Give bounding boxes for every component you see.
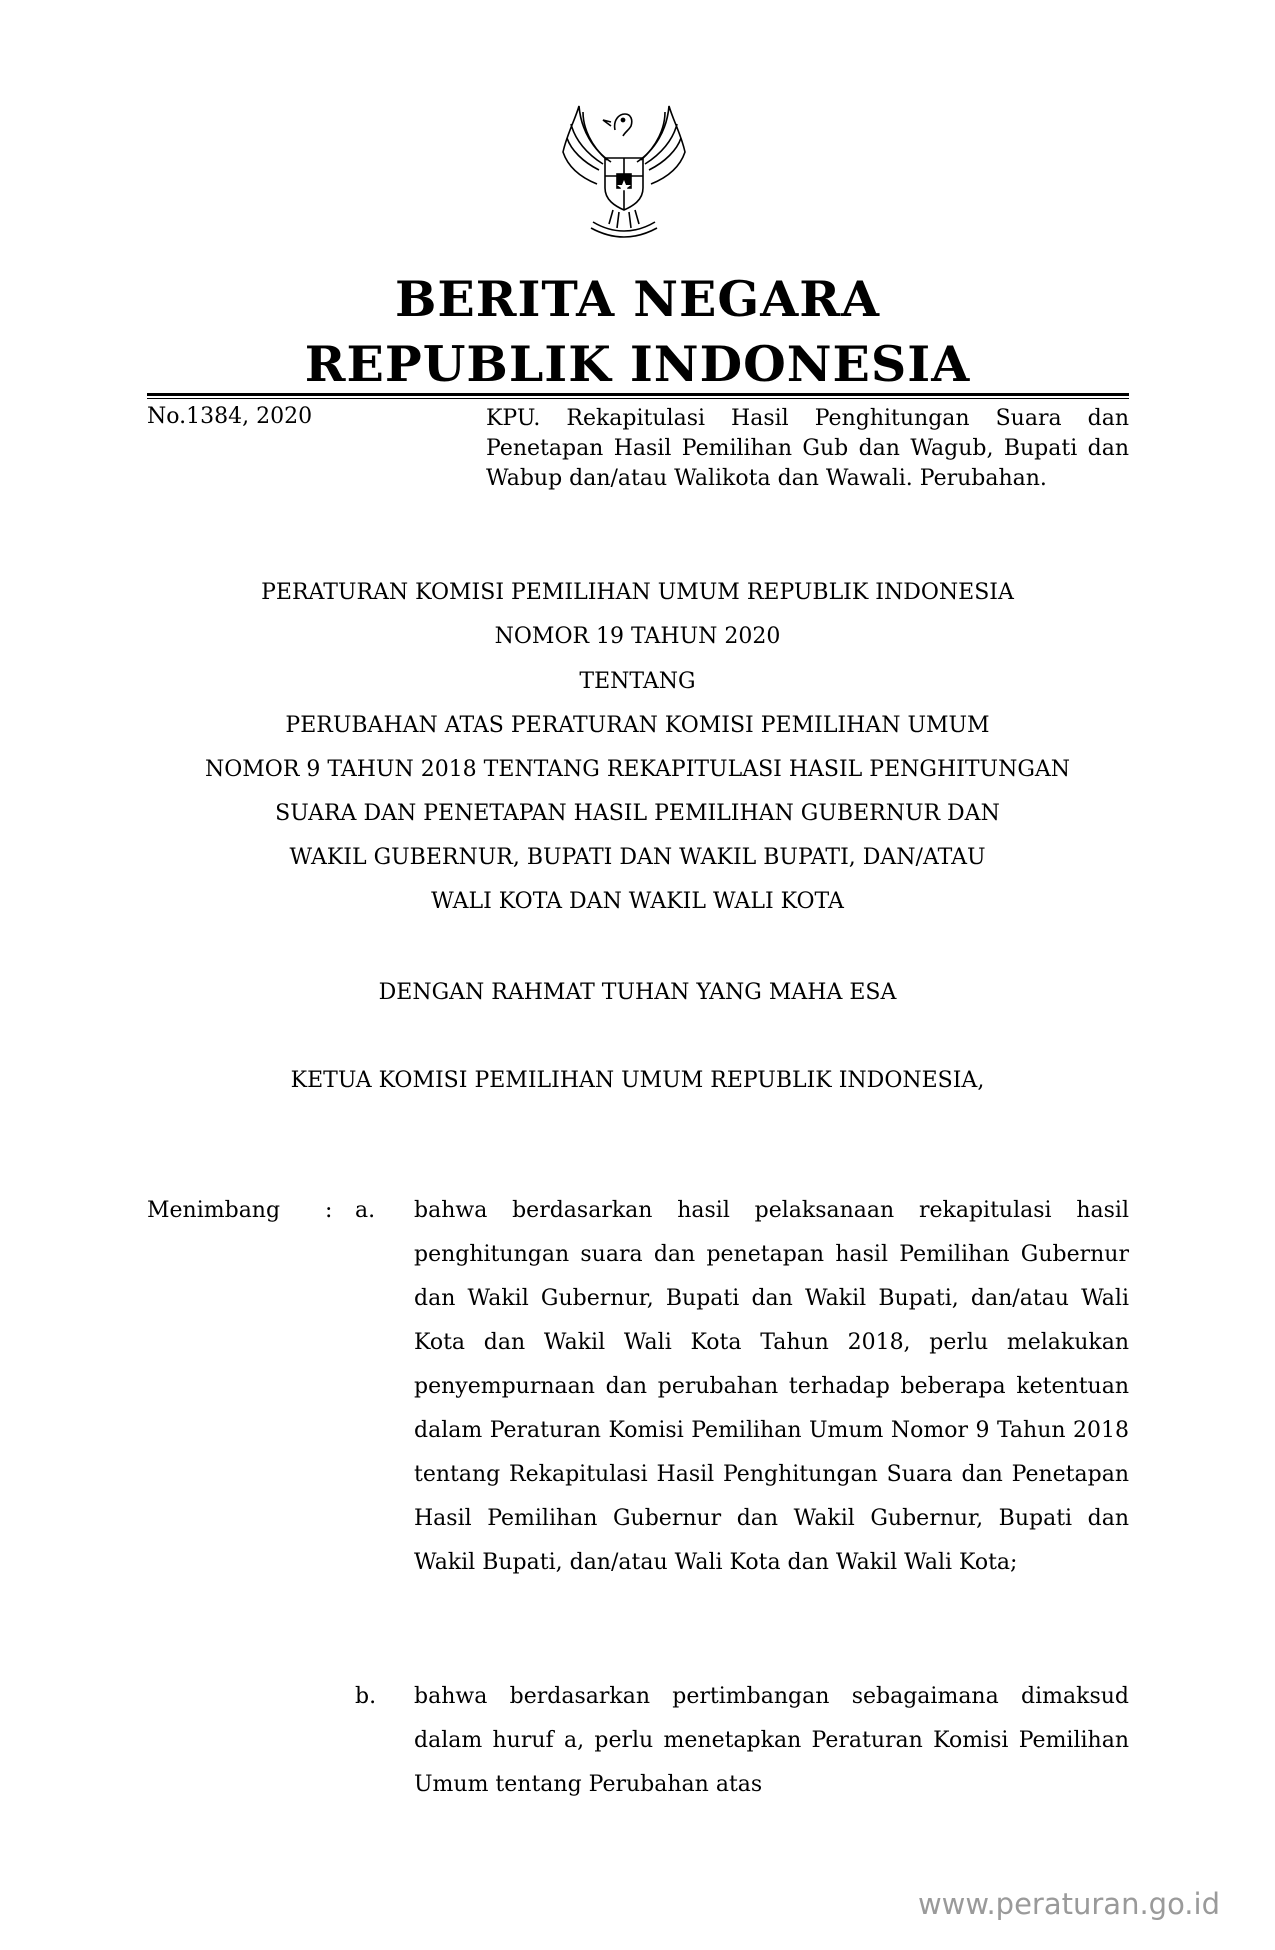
garuda-emblem-icon [553, 100, 695, 245]
header-rule-thick [147, 393, 1129, 396]
masthead-title-line2: REPUBLIK INDONESIA [304, 335, 971, 393]
menimbang-label: Menimbang [147, 1198, 281, 1223]
regulation-title-line: SUARA DAN PENETAPAN HASIL PEMILIHAN GUBERNUR DAN [275, 801, 1000, 826]
issuer: KETUA KOMISI PEMILIHAN UMUM REPUBLIK INDONESIA, [290, 1068, 985, 1093]
regulation-title-line: WAKIL GUBERNUR, BUPATI DAN WAKIL BUPATI, DAN/ATAU [289, 845, 986, 870]
regulation-number: NOMOR 19 TAHUN 2020 [494, 624, 781, 649]
regulation-heading: PERATURAN KOMISI PEMILIHAN UMUM REPUBLIK INDONESIA [261, 580, 1014, 605]
watermark: www.peraturan.go.id [917, 1887, 1220, 1921]
menimbang-item-text: bahwa berdasarkan pertimbangan sebagaimana dimaksud dalam huruf a, perlu menetapkan Peraturan Komisi Pemilihan Umum tentang Perubahan atas [414, 1684, 1129, 1797]
item-letter: b. [355, 1684, 377, 1709]
menimbang-colon: : [325, 1198, 333, 1223]
regulation-title-line: PERUBAHAN ATAS PERATURAN KOMISI PEMILIHAN UMUM [285, 713, 990, 738]
regulation-title-line: NOMOR 9 TAHUN 2018 TENTANG REKAPITULASI HASIL PENGHITUNGAN [204, 757, 1071, 782]
item-letter: a. [355, 1198, 376, 1223]
header-rule-thin [147, 398, 1129, 399]
menimbang-item-text: bahwa berdasarkan hasil pelaksanaan rekapitulasi hasil penghitungan suara dan penetapan hasil Pemilihan Gubernur dan Wakil Gubernur, Bupati dan Wakil Bupati, dan/atau Wali Kota dan Wakil Wali Kota Tahun 2018, perlu melakukan penyempurnaan dan perubahan terhadap beberapa ketentuan dalam Peraturan Komisi Pemilihan Umum Nomor 9 Tahun 2018 tentang Rekapitulasi Hasil Penghitungan Suara dan Penetapan Hasil Pemilihan Gubernur dan Wakil Gubernur, Bupati dan Wakil Bupati, dan/atau Wali Kota dan Wakil Wali Kota; [414, 1198, 1129, 1575]
invocation: DENGAN RAHMAT TUHAN YANG MAHA ESA [378, 980, 897, 1005]
masthead-title-line1: BERITA NEGARA [394, 270, 880, 328]
regulation-tentang: TENTANG [579, 669, 696, 694]
document-subject: KPU. Rekapitulasi Hasil Penghitungan Suara dan Penetapan Hasil Pemilihan Gub dan Wagub, Bupati dan Wabup dan/atau Walikota dan Wawali. Perubahan. [486, 406, 1129, 491]
document-number: No.1384, 2020 [147, 404, 313, 429]
regulation-title-line: WALI KOTA DAN WAKIL WALI KOTA [431, 889, 844, 914]
